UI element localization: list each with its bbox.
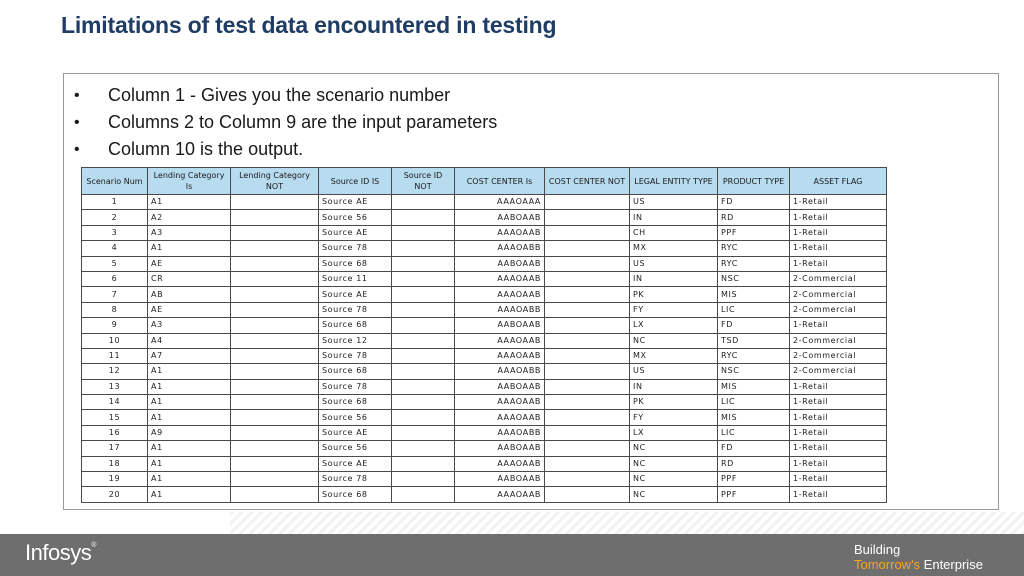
- table-cell: AAAOAAB: [455, 348, 545, 363]
- table-cell: Source 68: [319, 318, 392, 333]
- table-cell: AAAOAAB: [455, 456, 545, 471]
- table-cell: AABOAAB: [455, 472, 545, 487]
- table-cell: US: [630, 256, 718, 271]
- table-cell: Source 78: [319, 241, 392, 256]
- tagline-line2: [854, 557, 983, 572]
- table-cell: 16: [82, 425, 148, 440]
- table-cell: [545, 487, 630, 502]
- table-cell: 1-Retail: [790, 241, 887, 256]
- table-cell: [545, 472, 630, 487]
- table-cell: 1-Retail: [790, 487, 887, 502]
- table-cell: 1-Retail: [790, 256, 887, 271]
- bullet-text: Column 10 is the output.: [108, 139, 304, 159]
- table-cell: AAAOABB: [455, 302, 545, 317]
- table-cell: [231, 348, 319, 363]
- table-cell: A1: [148, 379, 231, 394]
- table-cell: 4: [82, 241, 148, 256]
- table-cell: [392, 379, 455, 394]
- table-cell: CR: [148, 271, 231, 286]
- column-header: COST CENTER Is: [455, 168, 545, 195]
- table-cell: [392, 287, 455, 302]
- test-data-table: [81, 167, 887, 503]
- table-cell: NSC: [718, 364, 790, 379]
- table-cell: Source 78: [319, 472, 392, 487]
- table-cell: A1: [148, 487, 231, 502]
- table-cell: 6: [82, 271, 148, 286]
- table-cell: [231, 271, 319, 286]
- table-cell: AABOAAB: [455, 318, 545, 333]
- table-body: [82, 195, 887, 503]
- column-header: COST CENTER NOT: [545, 168, 630, 195]
- table-cell: AB: [148, 287, 231, 302]
- table-cell: 2-Commercial: [790, 271, 887, 286]
- table-cell: PPF: [718, 472, 790, 487]
- table-cell: MIS: [718, 287, 790, 302]
- table-cell: Source 11: [319, 271, 392, 286]
- bullet-text: Columns 2 to Column 9 are the input parameters: [108, 112, 498, 132]
- bullet-icon: •: [74, 114, 80, 131]
- table-cell: 1-Retail: [790, 456, 887, 471]
- table-cell: AABOAAB: [455, 379, 545, 394]
- table-cell: A9: [148, 425, 231, 440]
- table-cell: 15: [82, 410, 148, 425]
- table-cell: [231, 225, 319, 240]
- table-cell: Source 56: [319, 410, 392, 425]
- table-cell: 1-Retail: [790, 472, 887, 487]
- table-cell: [231, 318, 319, 333]
- table-cell: NC: [630, 472, 718, 487]
- table-cell: [545, 271, 630, 286]
- table-cell: US: [630, 364, 718, 379]
- table-row: [82, 472, 887, 487]
- table-cell: 8: [82, 302, 148, 317]
- table-cell: Source 56: [319, 210, 392, 225]
- table-cell: A1: [148, 472, 231, 487]
- table-cell: [231, 210, 319, 225]
- table-cell: 2-Commercial: [790, 287, 887, 302]
- table-cell: A4: [148, 333, 231, 348]
- table-cell: Source 78: [319, 379, 392, 394]
- bullet-list: [72, 82, 497, 163]
- tagline-line1: Building: [854, 542, 901, 557]
- bullet-icon: •: [74, 87, 80, 104]
- column-header: Scenario Num: [82, 168, 148, 195]
- table-cell: [231, 487, 319, 502]
- table-cell: 1-Retail: [790, 379, 887, 394]
- table-cell: IN: [630, 271, 718, 286]
- column-header: LEGAL ENTITY TYPE: [630, 168, 718, 195]
- table-cell: AAAOABB: [455, 241, 545, 256]
- table-cell: Source AE: [319, 287, 392, 302]
- table-cell: [392, 195, 455, 210]
- table-cell: RYC: [718, 256, 790, 271]
- table-cell: [231, 241, 319, 256]
- column-header: Source ID IS: [319, 168, 392, 195]
- table-cell: [392, 395, 455, 410]
- table-cell: 2-Commercial: [790, 348, 887, 363]
- table-cell: 7: [82, 287, 148, 302]
- table-cell: [392, 410, 455, 425]
- table-cell: AAAOAAB: [455, 287, 545, 302]
- table-cell: Source 12: [319, 333, 392, 348]
- table-row: [82, 456, 887, 471]
- table-cell: [545, 410, 630, 425]
- table-cell: 19: [82, 472, 148, 487]
- bullet-item: [72, 82, 497, 109]
- table-cell: [392, 456, 455, 471]
- table-cell: NC: [630, 487, 718, 502]
- table-cell: MIS: [718, 410, 790, 425]
- table-cell: 2: [82, 210, 148, 225]
- table-cell: A1: [148, 241, 231, 256]
- table-cell: AAAOABB: [455, 364, 545, 379]
- table-cell: AAAOAAB: [455, 271, 545, 286]
- table-row: [82, 379, 887, 394]
- table-cell: 3: [82, 225, 148, 240]
- bullet-text: Column 1 - Gives you the scenario number: [108, 85, 451, 105]
- table-cell: [392, 241, 455, 256]
- table-cell: A1: [148, 195, 231, 210]
- table-cell: [231, 333, 319, 348]
- table-cell: [392, 318, 455, 333]
- tagline: [854, 542, 983, 572]
- tagline-accent: Tomorrow's: [854, 557, 921, 572]
- table-cell: [545, 395, 630, 410]
- table-cell: 13: [82, 379, 148, 394]
- table-cell: AE: [148, 256, 231, 271]
- table-cell: PK: [630, 395, 718, 410]
- bullet-item: [72, 136, 497, 163]
- table-cell: RD: [718, 210, 790, 225]
- table-cell: [545, 210, 630, 225]
- infosys-logo: [25, 540, 96, 566]
- table-cell: TSD: [718, 333, 790, 348]
- table-cell: AAAOAAB: [455, 410, 545, 425]
- table-cell: [392, 487, 455, 502]
- table-cell: 5: [82, 256, 148, 271]
- table-cell: MX: [630, 348, 718, 363]
- table-row: [82, 487, 887, 502]
- table-cell: 12: [82, 364, 148, 379]
- table-cell: [545, 425, 630, 440]
- table-cell: LIC: [718, 425, 790, 440]
- table-cell: AAAOABB: [455, 425, 545, 440]
- table-row: [82, 395, 887, 410]
- table-cell: 11: [82, 348, 148, 363]
- table-cell: A1: [148, 456, 231, 471]
- table-cell: 1-Retail: [790, 395, 887, 410]
- table-cell: 1-Retail: [790, 425, 887, 440]
- table-cell: Source 68: [319, 395, 392, 410]
- table-cell: [231, 379, 319, 394]
- table-cell: PPF: [718, 487, 790, 502]
- table-cell: [392, 333, 455, 348]
- table-cell: FY: [630, 410, 718, 425]
- table-cell: Source 78: [319, 348, 392, 363]
- table-cell: CH: [630, 225, 718, 240]
- table-cell: AABOAAB: [455, 441, 545, 456]
- table-cell: FY: [630, 302, 718, 317]
- table-cell: A1: [148, 410, 231, 425]
- table-cell: MIS: [718, 379, 790, 394]
- table-cell: A1: [148, 395, 231, 410]
- table-cell: Source 68: [319, 364, 392, 379]
- table-cell: [392, 364, 455, 379]
- table-cell: NC: [630, 333, 718, 348]
- table-cell: [545, 364, 630, 379]
- table-cell: IN: [630, 379, 718, 394]
- table-cell: AABOAAB: [455, 210, 545, 225]
- table-cell: LX: [630, 318, 718, 333]
- table-cell: FD: [718, 441, 790, 456]
- table-row: [82, 256, 887, 271]
- table-cell: AAAOAAB: [455, 487, 545, 502]
- table-row: [82, 302, 887, 317]
- table-cell: [231, 395, 319, 410]
- table-cell: Source 78: [319, 302, 392, 317]
- table-cell: [545, 333, 630, 348]
- table-cell: A1: [148, 364, 231, 379]
- table-cell: A1: [148, 441, 231, 456]
- table-cell: LIC: [718, 302, 790, 317]
- table-cell: [545, 456, 630, 471]
- table-cell: Source AE: [319, 456, 392, 471]
- table-cell: AABOAAB: [455, 256, 545, 271]
- table-cell: AAAOAAA: [455, 195, 545, 210]
- table-row: [82, 225, 887, 240]
- table-cell: [545, 348, 630, 363]
- table-cell: [392, 348, 455, 363]
- table-cell: [231, 456, 319, 471]
- table-row: [82, 195, 887, 210]
- table-cell: PPF: [718, 225, 790, 240]
- table-cell: US: [630, 195, 718, 210]
- table-cell: AAAOAAB: [455, 225, 545, 240]
- table-row: [82, 318, 887, 333]
- table-cell: NC: [630, 441, 718, 456]
- table-cell: [231, 256, 319, 271]
- table-cell: [545, 195, 630, 210]
- footer-bar: [0, 534, 1024, 576]
- table-row: [82, 271, 887, 286]
- table-cell: LX: [630, 425, 718, 440]
- column-header: Source ID NOT: [392, 168, 455, 195]
- table-cell: AE: [148, 302, 231, 317]
- table-cell: NC: [630, 456, 718, 471]
- table-cell: A2: [148, 210, 231, 225]
- table-cell: Source 56: [319, 441, 392, 456]
- table-cell: [545, 302, 630, 317]
- table-cell: [392, 472, 455, 487]
- table-cell: MX: [630, 241, 718, 256]
- table-cell: [545, 256, 630, 271]
- table-cell: 20: [82, 487, 148, 502]
- table-cell: [231, 302, 319, 317]
- table-cell: [231, 441, 319, 456]
- table-cell: 2-Commercial: [790, 333, 887, 348]
- column-header: PRODUCT TYPE: [718, 168, 790, 195]
- table-cell: [545, 441, 630, 456]
- table-cell: [392, 256, 455, 271]
- table-cell: 1-Retail: [790, 225, 887, 240]
- table-cell: AAAOAAB: [455, 333, 545, 348]
- table-cell: [392, 210, 455, 225]
- table-cell: Source 68: [319, 256, 392, 271]
- table-cell: [231, 195, 319, 210]
- table-cell: [231, 472, 319, 487]
- table-cell: 18: [82, 456, 148, 471]
- table-cell: [231, 425, 319, 440]
- table-row: [82, 333, 887, 348]
- table-cell: 1-Retail: [790, 441, 887, 456]
- table-cell: [392, 425, 455, 440]
- registered-mark: ®: [91, 542, 96, 549]
- table-cell: [545, 318, 630, 333]
- table-cell: 1: [82, 195, 148, 210]
- table-cell: [545, 241, 630, 256]
- table-cell: A3: [148, 225, 231, 240]
- slide-title: Limitations of test data encountered in testing: [61, 12, 557, 38]
- table-cell: PK: [630, 287, 718, 302]
- table-cell: [231, 364, 319, 379]
- content-box: [63, 73, 999, 510]
- table-row: [82, 364, 887, 379]
- logo-text: Infosys: [25, 540, 92, 565]
- table-row: [82, 441, 887, 456]
- table-cell: Source AE: [319, 195, 392, 210]
- table-cell: RD: [718, 456, 790, 471]
- table-cell: 2-Commercial: [790, 364, 887, 379]
- table-cell: 1-Retail: [790, 410, 887, 425]
- table-cell: 2-Commercial: [790, 302, 887, 317]
- table-cell: IN: [630, 210, 718, 225]
- table-cell: FD: [718, 195, 790, 210]
- table-cell: [545, 287, 630, 302]
- table-cell: AAAOAAB: [455, 395, 545, 410]
- table-row: [82, 241, 887, 256]
- table-cell: 17: [82, 441, 148, 456]
- table-cell: [545, 225, 630, 240]
- table-row: [82, 348, 887, 363]
- tagline-rest: Enterprise: [920, 557, 983, 572]
- bullet-item: [72, 109, 497, 136]
- table-cell: RYC: [718, 348, 790, 363]
- column-header: ASSET FLAG: [790, 168, 887, 195]
- table-cell: [545, 379, 630, 394]
- column-header: Lending Category NOT: [231, 168, 319, 195]
- table-cell: [231, 410, 319, 425]
- table-cell: A3: [148, 318, 231, 333]
- table-cell: [392, 302, 455, 317]
- table-row: [82, 410, 887, 425]
- table-cell: [392, 271, 455, 286]
- table-cell: FD: [718, 318, 790, 333]
- table-cell: [392, 441, 455, 456]
- decorative-stripes: [230, 512, 1024, 534]
- table-cell: 1-Retail: [790, 210, 887, 225]
- table-row: [82, 287, 887, 302]
- column-header: Lending Category Is: [148, 168, 231, 195]
- table-cell: Source AE: [319, 225, 392, 240]
- table-cell: Source 68: [319, 487, 392, 502]
- table-cell: [231, 287, 319, 302]
- table-cell: 1-Retail: [790, 195, 887, 210]
- table-cell: Source AE: [319, 425, 392, 440]
- table-cell: 14: [82, 395, 148, 410]
- table-row: [82, 425, 887, 440]
- table-cell: A7: [148, 348, 231, 363]
- table-header-row: [82, 168, 887, 195]
- table-cell: NSC: [718, 271, 790, 286]
- bullet-icon: •: [74, 141, 80, 158]
- table-cell: LIC: [718, 395, 790, 410]
- table-cell: 10: [82, 333, 148, 348]
- table-cell: 1-Retail: [790, 318, 887, 333]
- table-cell: [392, 225, 455, 240]
- table-cell: RYC: [718, 241, 790, 256]
- table-cell: 9: [82, 318, 148, 333]
- table-row: [82, 210, 887, 225]
